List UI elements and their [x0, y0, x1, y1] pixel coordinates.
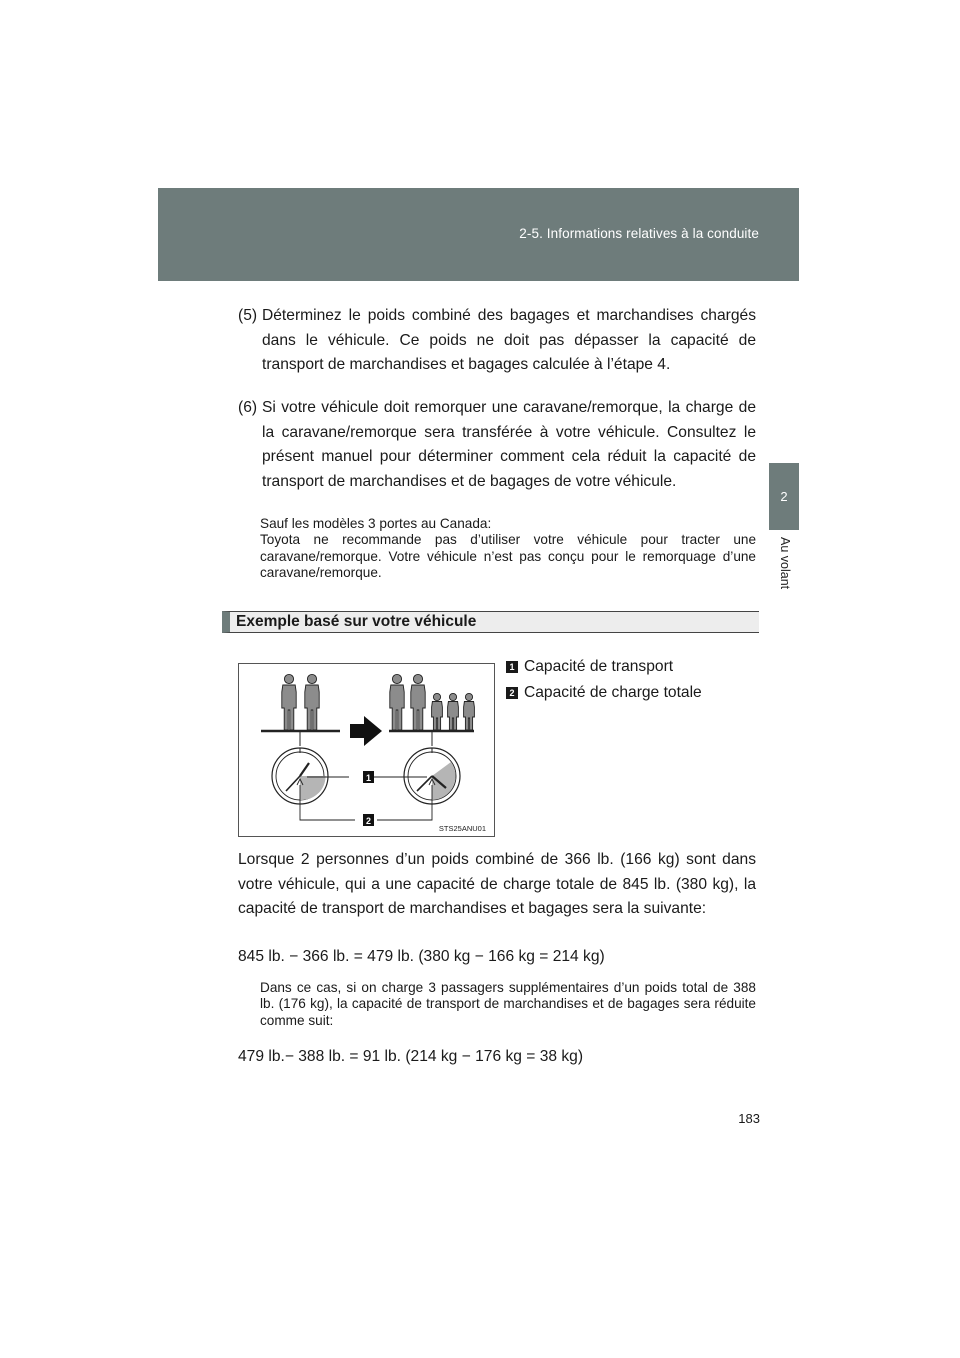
- step-5: [238, 304, 756, 378]
- legend-item-1: [506, 658, 673, 676]
- header-title: 2-5. Informations relatives à la conduite: [519, 226, 759, 241]
- example-paragraph: Lorsque 2 personnes d’un poids combiné de 366 lb. (166 kg) sont dans votre véhicule, qui a une capacité de charge totale de 845 lb. (380 kg), la capacité de transport de marchandises et bagages sera la suivante:: [238, 851, 756, 917]
- step-text: Déterminez le poids combiné des bagages et marchandises chargés dans le véhicule. Ce poids ne doit pas dépasser la capacité de transport de marchandises et bagages calculée à l’étape 4.: [262, 307, 756, 373]
- legend-label-2: Capacité de charge totale: [524, 684, 702, 701]
- note-text: Toyota ne recommande pas d’utiliser votre véhicule pour tracter une caravane/remorque. Votre véhicule n’est pas conçu pour le remorquage d’une caravane/remorque.: [260, 532, 756, 581]
- chapter-tab[interactable]: [769, 463, 799, 530]
- legend-label-1: Capacité de transport: [524, 658, 674, 675]
- chapter-tab-number: 2: [780, 489, 788, 504]
- arrow-right-icon: [350, 716, 382, 746]
- additional-passengers-note: Dans ce cas, si on charge 3 passagers supplémentaires d’un poids total de 388 lb. (176 kg), la capacité de transport de marchandises et de bagages sera réduite comme suit:: [260, 980, 756, 1028]
- passenger-group-icon: [390, 674, 475, 730]
- chapter-tab-label: Au volant: [778, 537, 792, 590]
- step-text: Si votre véhicule doit remorquer une caravane/remorque, la charge de la caravane/remorque sera transférée à votre véhicule. Consultez le présent manuel pour déterminer comment cela réduit la capacité de transport de marchandises et de bagages de votre véhicule.: [262, 399, 756, 490]
- page-number: 183: [738, 1111, 760, 1126]
- section-title: Exemple basé sur votre véhicule: [236, 613, 477, 630]
- legend-item-2: [506, 684, 702, 702]
- callout-2-badge: [363, 814, 374, 826]
- note-title: Sauf les modèles 3 portes au Canada:: [260, 516, 492, 531]
- svg-text:1: 1: [365, 773, 372, 783]
- load-capacity-illustration: [238, 663, 495, 837]
- legend-badge-1: 1: [506, 661, 518, 673]
- calculation-line-2: 479 lb.− 388 lb. = 91 lb. (214 kg − 176 kg = 38 kg): [238, 1048, 584, 1065]
- figure-code: STS25ANU01: [438, 824, 486, 833]
- step-6: [238, 396, 756, 494]
- adult-person-icon: [282, 674, 319, 730]
- svg-text:2: 2: [365, 816, 372, 826]
- callout-1-badge: [363, 771, 374, 783]
- towing-note: [260, 516, 756, 582]
- section-header: [222, 611, 759, 633]
- chapter-header: [158, 188, 799, 281]
- step-number: (5): [238, 307, 258, 324]
- illustration-svg: [239, 664, 494, 836]
- step-number: (6): [238, 399, 258, 416]
- legend-badge-2: 2: [506, 687, 518, 699]
- calculation-line-1: 845 lb. − 366 lb. = 479 lb. (380 kg − 166 kg = 214 kg): [238, 948, 605, 965]
